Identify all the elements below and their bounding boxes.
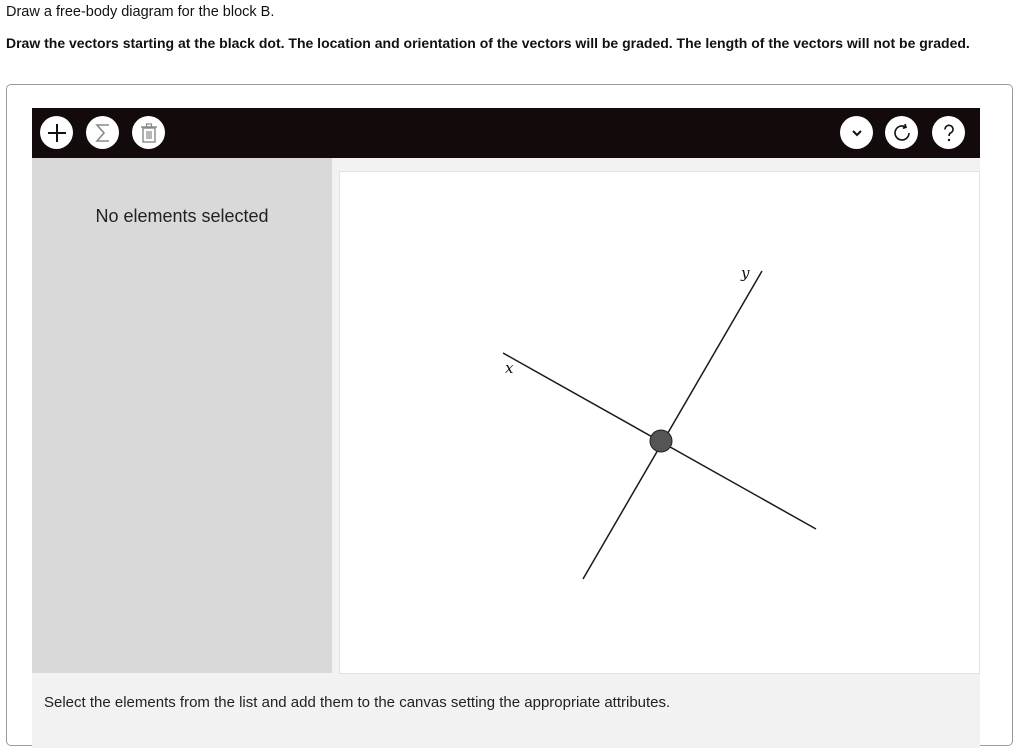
plus-icon [46, 122, 68, 144]
drawing-canvas[interactable] [339, 171, 980, 674]
origin-dot[interactable] [650, 430, 672, 452]
x-axis-label: x [505, 359, 514, 377]
y-axis [583, 271, 762, 579]
axes-diagram [340, 172, 979, 673]
question-instructions: Draw the vectors starting at the black dot. The location and orientation of the vectors will be graded. The length of the vectors will not be graded. [6, 35, 970, 51]
sigma-icon [92, 122, 114, 144]
toolbar [32, 108, 980, 158]
question-line-1: Draw a free-body diagram for the block B. [6, 4, 275, 20]
delete-button[interactable] [132, 116, 165, 149]
chevron-down-icon [847, 123, 867, 143]
reset-icon [890, 121, 914, 145]
help-button[interactable] [932, 116, 965, 149]
question-icon [938, 122, 960, 144]
add-element-button[interactable] [40, 116, 73, 149]
y-axis-label: y [741, 264, 750, 282]
no-selection-text: No elements selected [95, 206, 269, 226]
instruction-text: Select the elements from the list and add them to the canvas setting the appropriate attributes. [44, 694, 671, 711]
reset-button[interactable] [885, 116, 918, 149]
sum-button[interactable] [86, 116, 119, 149]
fbd-widget [32, 108, 980, 748]
properties-panel [32, 158, 332, 673]
trash-icon [138, 122, 160, 144]
expand-button[interactable] [840, 116, 873, 149]
